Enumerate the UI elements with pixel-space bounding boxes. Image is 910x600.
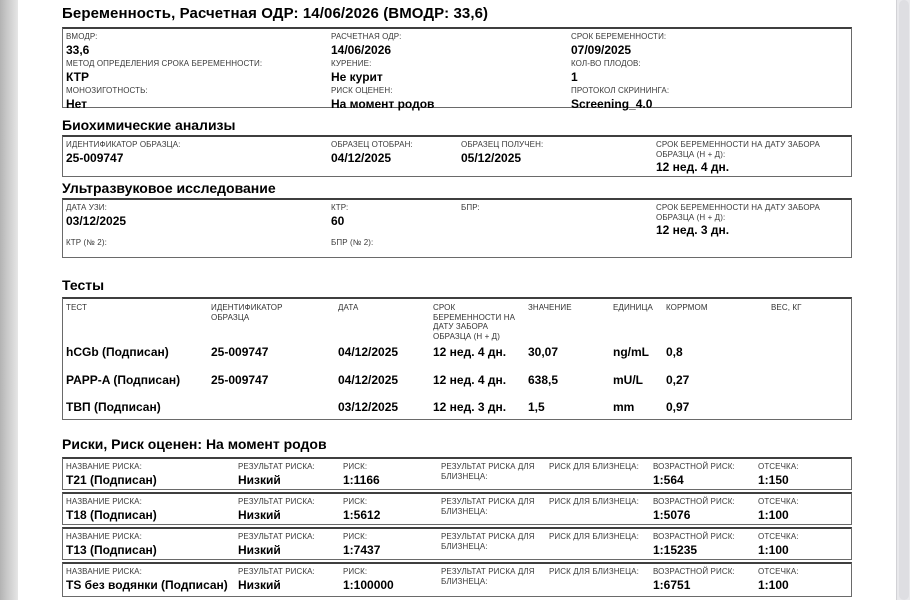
test-corrmom: 0,8 (666, 345, 683, 359)
field-sample-taken (331, 140, 456, 165)
risk-twin-result-cell (441, 567, 543, 588)
risk-name-cell (66, 567, 231, 592)
risk-twin-ratio-cell (549, 462, 649, 474)
field-label: ОТСЕЧКА: (758, 567, 799, 576)
field-label: РИСК ДЛЯ БЛИЗНЕЦА: (549, 497, 639, 506)
field-label: СРОК БЕРЕМЕННОСТИ: (571, 32, 667, 41)
field-value: Низкий (238, 472, 281, 487)
field-value: 33,6 (66, 42, 90, 57)
field-value: 12 нед. 4 дн. (656, 160, 730, 174)
field-value: 1:150 (758, 472, 789, 487)
field-fetus-count (571, 59, 846, 84)
field-value: Т21 (Подписан) (66, 472, 157, 487)
test-value: 638,5 (528, 373, 559, 387)
ultrasound-heading: Ультразвуковое исследование (62, 180, 276, 196)
risk-twin-ratio-cell (549, 567, 649, 579)
field-label: РЕЗУЛЬТАТ РИСКА ДЛЯ БЛИЗНЕЦА: (441, 532, 535, 551)
test-name: hCGb (Подписан) (66, 345, 169, 359)
field-value: 04/12/2025 (331, 150, 392, 165)
field-crl (331, 203, 456, 228)
field-value: Нет (66, 96, 88, 111)
field-label: ВОЗРАСТНОЙ РИСК: (653, 567, 735, 576)
test-name: PAPP-A (Подписан) (66, 373, 181, 387)
field-label: КТР (№ 2): (66, 238, 107, 247)
field-label: БПР (№ 2): (331, 238, 374, 247)
risk-row-t21 (62, 457, 852, 490)
field-monozygosity (66, 86, 326, 111)
field-value: 1:1166 (343, 472, 380, 487)
field-value: 60 (331, 213, 345, 228)
field-label: РАСЧЕТНАЯ ОДР: (331, 32, 402, 41)
field-label: ДАТА УЗИ: (66, 203, 107, 212)
risk-twin-ratio-cell (549, 497, 649, 509)
field-value: На момент родов (331, 96, 435, 111)
field-label: ОБРАЗЕЦ ПОЛУЧЕН: (461, 140, 544, 149)
field-label: РИСК: (343, 532, 368, 541)
biochem-heading: Биохимические анализы (62, 117, 236, 133)
test-ga: 12 нед. 4 дн. (433, 345, 507, 359)
field-value: 14/06/2026 (331, 42, 392, 57)
field-ga-at-sampling (656, 140, 848, 174)
field-label: ПРОТОКОЛ СКРИНИНГА: (571, 86, 670, 95)
column-header-ga: СРОК БЕРЕМЕННОСТИ НА ДАТУ ЗАБОРА ОБРАЗЦА (Н + Д) (433, 303, 516, 341)
field-value: 1:100 (758, 577, 789, 592)
biochem-box (62, 135, 852, 177)
risk-cutoff-cell (758, 532, 848, 557)
column-header-corrmom: КОРРМОМ (666, 303, 708, 312)
risk-age-cell (653, 497, 753, 522)
tests-table (62, 297, 852, 420)
field-label: РИСК: (343, 462, 368, 471)
risk-twin-result-cell (441, 497, 543, 518)
page-left-margin (0, 0, 18, 600)
field-value: Screening_4.0 (571, 96, 653, 111)
field-sample-id (66, 140, 326, 165)
field-value: 1:5612 (343, 507, 381, 522)
field-crl2 (66, 238, 326, 250)
risk-cutoff-cell (758, 567, 848, 592)
field-bpd (461, 203, 651, 215)
field-value: 25-009747 (66, 150, 124, 165)
test-unit: mU/L (613, 373, 643, 387)
risk-name-cell (66, 462, 231, 487)
field-label: ВМОДР: (66, 32, 98, 41)
field-value: Низкий (238, 542, 281, 557)
risk-age-cell (653, 567, 753, 592)
risk-result-cell (238, 497, 338, 522)
field-label: ИДЕНТИФИКАТОР ОБРАЗЦА: (66, 140, 181, 149)
field-value: 12 нед. 3 дн. (656, 223, 730, 237)
field-label: РЕЗУЛЬТАТ РИСКА ДЛЯ БЛИЗНЕЦА: (441, 462, 535, 481)
field-label: РЕЗУЛЬТАТ РИСКА ДЛЯ БЛИЗНЕЦА: (441, 497, 535, 516)
field-value: TS без водянки (Подписан) (66, 577, 228, 592)
column-header-unit: ЕДИНИЦА (613, 303, 653, 312)
field-label: РИСК ДЛЯ БЛИЗНЕЦА: (549, 567, 639, 576)
risk-ratio-cell (343, 567, 438, 592)
field-value: 1:100 (758, 507, 789, 522)
test-ga: 12 нед. 3 дн. (433, 400, 507, 414)
field-value: 03/12/2025 (66, 213, 127, 228)
risk-ratio-cell (343, 462, 438, 487)
scrollbar[interactable] (896, 0, 910, 600)
risks-heading: Риски, Риск оценен: На момент родов (62, 436, 327, 452)
field-risk-assessed (331, 86, 561, 111)
field-value: 1:6751 (653, 577, 691, 592)
field-label: НАЗВАНИЕ РИСКА: (66, 462, 142, 471)
field-label: ОТСЕЧКА: (758, 532, 799, 541)
field-label: КТР: (331, 203, 349, 212)
field-label: РИСК: (343, 567, 368, 576)
report-content (62, 0, 852, 600)
risk-name-cell (66, 497, 231, 522)
test-value: 30,07 (528, 345, 559, 359)
risk-twin-result-cell (441, 462, 543, 483)
field-label: РИСК: (343, 497, 368, 506)
field-gestation-date (571, 32, 846, 57)
test-corrmom: 0,97 (666, 400, 690, 414)
column-header-sample-id: ИДЕНТИФИКАТОР ОБРАЗЦА (211, 303, 283, 322)
test-name: ТВП (Подписан) (66, 400, 161, 414)
risk-row-ts (62, 562, 852, 597)
column-header-date: ДАТА (338, 303, 359, 312)
field-label: ВОЗРАСТНОЙ РИСК: (653, 462, 735, 471)
field-value: Низкий (238, 577, 281, 592)
test-date: 04/12/2025 (338, 345, 399, 359)
field-value: 1:15235 (653, 542, 698, 557)
field-value: Низкий (238, 507, 281, 522)
test-sample-id: 25-009747 (211, 373, 269, 387)
field-value: Т18 (Подписан) (66, 507, 157, 522)
risk-twin-result-cell (441, 532, 543, 553)
field-value: 1 (571, 69, 578, 84)
risk-ratio-cell (343, 532, 438, 557)
field-label: БПР: (461, 203, 480, 212)
field-bpd2 (331, 238, 456, 250)
ultrasound-box (62, 198, 852, 258)
field-label: ОТСЕЧКА: (758, 497, 799, 506)
test-corrmom: 0,27 (666, 373, 690, 387)
field-vmodr (66, 32, 326, 57)
field-label: РИСК ДЛЯ БЛИЗНЕЦА: (549, 532, 639, 541)
field-label: РЕЗУЛЬТАТ РИСКА: (238, 497, 315, 506)
field-value: Т13 (Подписан) (66, 542, 157, 557)
risk-result-cell (238, 567, 338, 592)
field-label: РЕЗУЛЬТАТ РИСКА: (238, 462, 315, 471)
page-title: Беременность, Расчетная ОДР: 14/06/2026 (ВМОДР: 33,6) (62, 5, 489, 22)
risk-row-t18 (62, 492, 852, 525)
risk-result-cell (238, 532, 338, 557)
field-edd (331, 32, 561, 57)
field-label: НАЗВАНИЕ РИСКА: (66, 567, 142, 576)
tests-heading: Тесты (62, 277, 105, 293)
risk-cutoff-cell (758, 497, 848, 522)
field-value: 1:7437 (343, 542, 381, 557)
risk-row-t13 (62, 527, 852, 560)
field-label: НАЗВАНИЕ РИСКА: (66, 497, 142, 506)
risk-ratio-cell (343, 497, 438, 522)
field-label: РЕЗУЛЬТАТ РИСКА: (238, 567, 315, 576)
field-value: КТР (66, 69, 89, 84)
field-label: РЕЗУЛЬТАТ РИСКА: (238, 532, 315, 541)
field-value: 05/12/2025 (461, 150, 522, 165)
test-date: 04/12/2025 (338, 373, 399, 387)
field-label: КУРЕНИЕ: (331, 59, 372, 68)
field-value: 1:100000 (343, 577, 394, 592)
field-label: НАЗВАНИЕ РИСКА: (66, 532, 142, 541)
field-screening-protocol (571, 86, 846, 111)
field-label: СРОК БЕРЕМЕННОСТИ НА ДАТУ ЗАБОРА ОБРАЗЦА (Н + Д): (656, 203, 820, 222)
field-smoking (331, 59, 561, 84)
column-header-value: ЗНАЧЕНИЕ (528, 303, 572, 312)
field-label: ОБРАЗЕЦ ОТОБРАН: (331, 140, 413, 149)
field-value: 1:564 (653, 472, 684, 487)
field-label: КОЛ-ВО ПЛОДОВ: (571, 59, 641, 68)
field-label: МЕТОД ОПРЕДЕЛЕНИЯ СРОКА БЕРЕМЕННОСТИ: (66, 59, 263, 68)
field-label: ВОЗРАСТНОЙ РИСК: (653, 497, 735, 506)
risk-age-cell (653, 532, 753, 557)
risk-age-cell (653, 462, 753, 487)
risk-twin-ratio-cell (549, 532, 649, 544)
field-label: РИСК ОЦЕНЕН: (331, 86, 393, 95)
field-label: РИСК ДЛЯ БЛИЗНЕЦА: (549, 462, 639, 471)
field-dating-method (66, 59, 326, 84)
test-sample-id: 25-009747 (211, 345, 269, 359)
field-value: Не курит (331, 69, 383, 84)
column-header-weight: ВЕС, КГ (771, 303, 802, 312)
test-value: 1,5 (528, 400, 545, 414)
risk-cutoff-cell (758, 462, 848, 487)
risk-result-cell (238, 462, 338, 487)
test-unit: mm (613, 400, 635, 414)
field-value: 07/09/2025 (571, 42, 632, 57)
risk-name-cell (66, 532, 231, 557)
field-us-ga-at-sampling (656, 203, 848, 237)
field-label: ВОЗРАСТНОЙ РИСК: (653, 532, 735, 541)
field-us-date (66, 203, 326, 228)
field-sample-received (461, 140, 651, 165)
field-label: ОТСЕЧКА: (758, 462, 799, 471)
test-date: 03/12/2025 (338, 400, 399, 414)
field-label: РЕЗУЛЬТАТ РИСКА ДЛЯ БЛИЗНЕЦА: (441, 567, 535, 586)
column-header-test: ТЕСТ (66, 303, 88, 312)
field-value: 1:100 (758, 542, 789, 557)
test-ga: 12 нед. 4 дн. (433, 373, 507, 387)
field-value: 1:5076 (653, 507, 691, 522)
field-label: МОНОЗИГОТНОСТЬ: (66, 86, 148, 95)
pregnancy-summary-box (62, 27, 852, 111)
scrollbar-thumb[interactable] (899, 0, 909, 600)
field-label: СРОК БЕРЕМЕННОСТИ НА ДАТУ ЗАБОРА ОБРАЗЦА (Н + Д): (656, 140, 820, 159)
test-unit: ng/mL (613, 345, 649, 359)
